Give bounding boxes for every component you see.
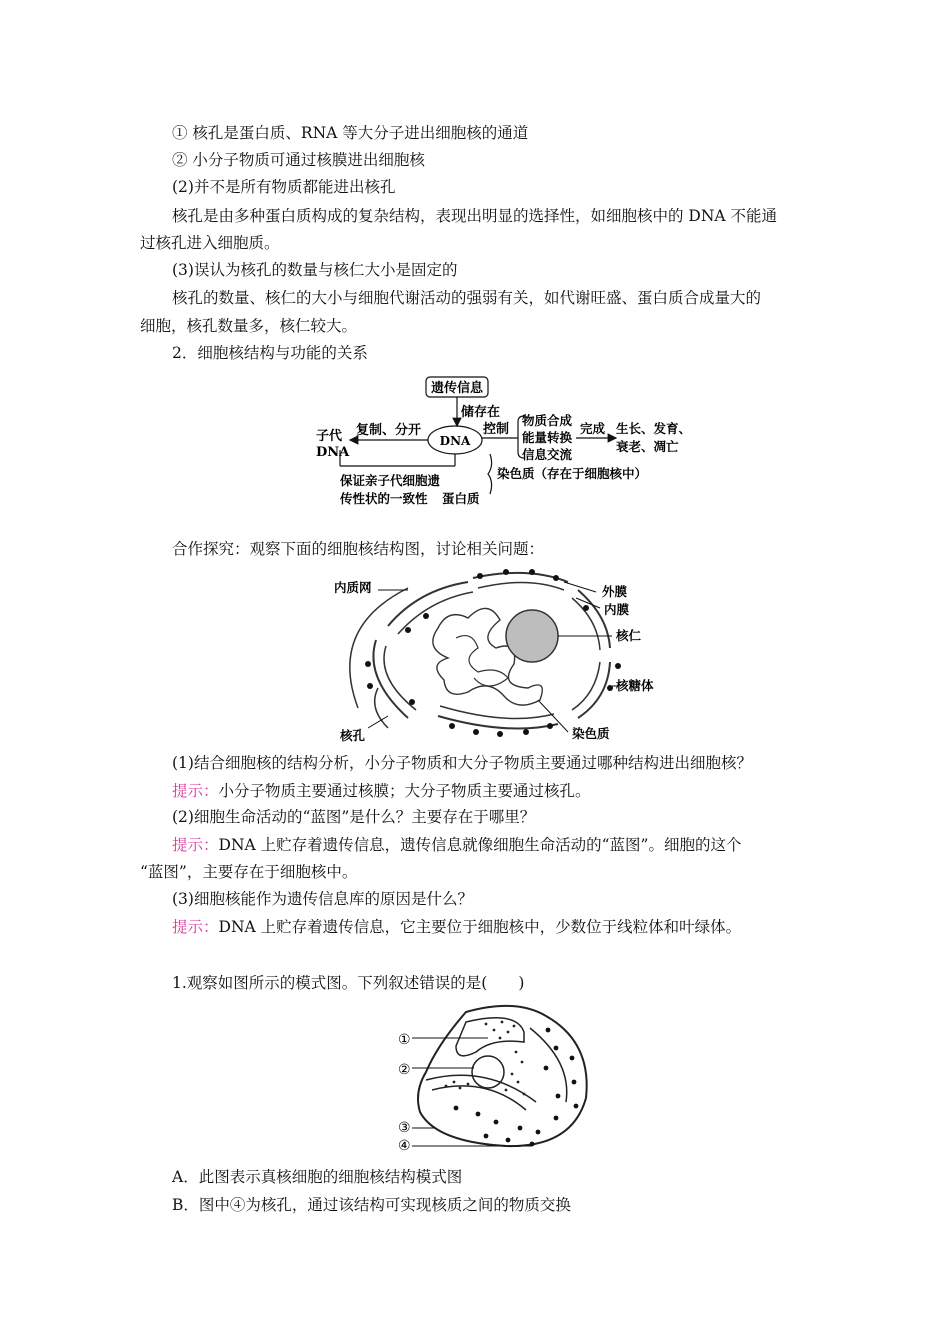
label-1: ① [398, 1032, 411, 1048]
answer-3 [172, 916, 741, 938]
answer-2-cont: “蓝图”，主要存在于细胞核中。 [140, 863, 358, 881]
nucleus-structure-diagram [328, 568, 668, 748]
text-line: 核孔是由多种蛋白质构成的复杂结构，表现出明显的选择性，如细胞核中的 DNA 不能通 [172, 207, 778, 225]
answer-2 [172, 834, 741, 856]
hint-label: 提示： [172, 836, 219, 854]
text-line: (3)误认为核孔的数量与核仁大小是固定的 [172, 261, 458, 279]
dna-label: DNA [439, 434, 471, 448]
exercise-diagram [396, 1002, 606, 1154]
protein-label: 蛋白质 [442, 491, 480, 506]
structure-function-diagram [300, 374, 720, 510]
chromatin-label: 染色质 [572, 726, 610, 741]
label-4: ④ [398, 1138, 411, 1154]
section-heading: 2．细胞核结构与功能的关系 [172, 344, 368, 362]
store-label: 储存在 [461, 405, 501, 420]
ensure-label-1: 保证亲子代细胞遗 [340, 473, 441, 488]
child-dna-label-2: DNA [316, 445, 350, 460]
function-1: 物质合成 [522, 413, 573, 428]
function-3: 信息交流 [522, 447, 573, 462]
inner-membrane-label: 内膜 [604, 602, 630, 617]
question-1: (1)结合细胞核的结构分析，小分子物质和大分子物质主要通过哪种结构进出细胞核？ [172, 754, 752, 772]
ensure-label-2: 传性状的一致性 [340, 491, 428, 506]
child-dna-label-1: 子代 [316, 429, 343, 444]
question-3: (3)细胞核能作为遗传信息库的原因是什么？ [172, 890, 473, 908]
label-2: ② [398, 1062, 411, 1078]
answer-text: DNA 上贮存着遗传信息，它主要位于细胞核中，少数位于线粒体和叶绿体。 [218, 918, 742, 936]
function-2: 能量转换 [522, 430, 573, 445]
answer-1 [172, 780, 591, 802]
question-2: (2)细胞生命活动的“蓝图”是什么？主要存在于哪里？ [172, 808, 536, 826]
hint-label: 提示： [172, 918, 219, 936]
text-line: 过核孔进入细胞质。 [140, 234, 280, 252]
explore-intro: 合作探究：观察下面的细胞核结构图，讨论相关问题： [172, 540, 545, 558]
text-line: ① 核孔是蛋白质、RNA 等大分子进出细胞核的通道 [172, 124, 529, 142]
genetic-info-label: 遗传信息 [430, 381, 484, 396]
text-line: 细胞，核孔数量多，核仁较大。 [140, 317, 358, 335]
result-1: 生长、发育、 [616, 421, 692, 436]
nucleolus-shape [506, 610, 558, 662]
text-line: (2)并不是所有物质都能进出核孔 [172, 178, 396, 196]
nuclear-pore-label: 核孔 [340, 728, 366, 743]
option-b: B．图中④为核孔，通过该结构可实现核质之间的物质交换 [172, 1196, 571, 1214]
text-line: 核孔的数量、核仁的大小与细胞代谢活动的强弱有关，如代谢旺盛、蛋白质合成量大的 [172, 289, 762, 307]
er-label: 内质网 [334, 580, 372, 595]
answer-text: DNA 上贮存着遗传信息，遗传信息就像细胞生命活动的“蓝图”。细胞的这个 [218, 836, 742, 854]
answer-text: 小分子物质主要通过核膜；大分子物质主要通过核孔。 [218, 782, 591, 800]
label-3: ③ [398, 1120, 411, 1136]
outer-membrane-label: 外膜 [602, 584, 628, 599]
hint-label: 提示： [172, 782, 219, 800]
result-2: 衰老、凋亡 [616, 439, 679, 454]
exercise-question: 1.观察如图所示的模式图。下列叙述错误的是( ) [172, 974, 525, 992]
complete-label: 完成 [580, 421, 606, 436]
option-a: A．此图表示真核细胞的细胞核结构模式图 [172, 1168, 463, 1186]
control-label: 控制 [483, 422, 510, 437]
text-line: ② 小分子物质可通过核膜进出细胞核 [172, 151, 425, 169]
chromatin-label: 染色质（存在于细胞核中） [497, 466, 648, 481]
ribosome-label: 核糖体 [616, 678, 654, 693]
copy-label: 复制、分开 [356, 423, 422, 438]
nucleolus-label: 核仁 [616, 628, 642, 643]
